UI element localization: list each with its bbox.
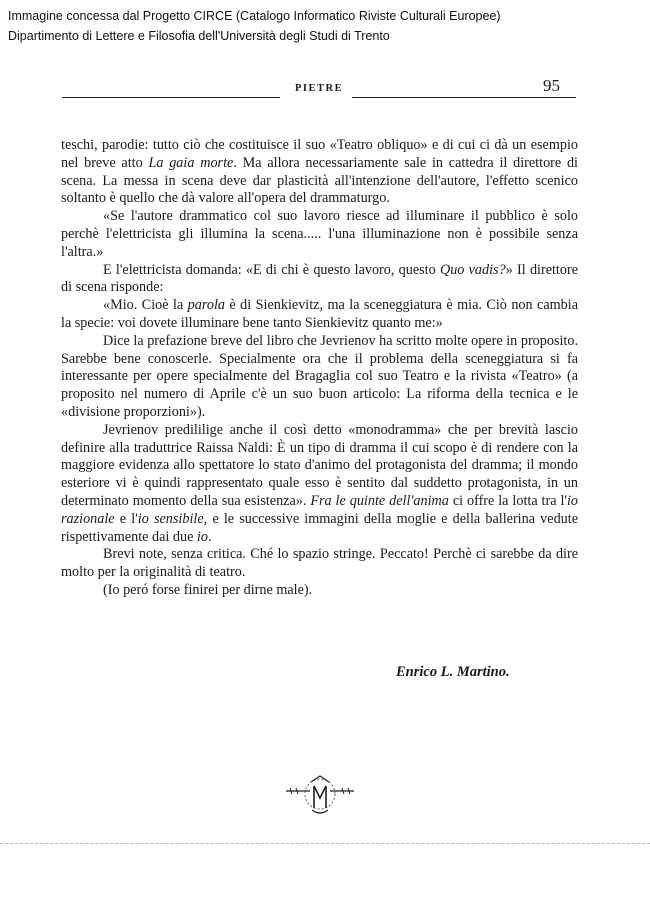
- credit-line-2: Dipartimento di Lettere e Filosofia dell'Università degli Studi di Trento: [8, 29, 390, 43]
- body-paragraph: [61, 333, 578, 422]
- page-number: 95: [543, 76, 560, 95]
- body-paragraph: [61, 422, 578, 547]
- paragraph-text: è di Sienkievitz, ma la sceneggiatura è mia. Ciò non cambia la specie: voi dovete illuminare bene tanto Sienkievitz quanto me:»: [61, 297, 579, 331]
- paragraph-text: Dice la prefazione breve del libro che Jevrienov ha scritto molte opere in proposito. Sarebbe bene conoscerle. Specialmente ora che il problema della sceneggiatura si fa interessante per opere specialmente del Bragaglia col suo Teatro e la rivista «Teatro» (a proposito nel numero di Aprile c'è un suo buon articolo: La riforma della tecnica e le «divisione proporzioni»).: [61, 332, 578, 420]
- paragraph-text: «Mio. Cioè la: [103, 297, 188, 314]
- article-body: [61, 137, 578, 600]
- italic-text: io: [196, 528, 208, 545]
- archive-credit: [8, 6, 501, 46]
- paragraph-text: ci offre la lotta tra l': [448, 492, 567, 509]
- credit-line-1: Immagine concessa dal Progetto CIRCE (Catalogo Informatico Riviste Culturali Europee): [8, 9, 501, 23]
- paragraph-text: «Se l'autore drammatico col suo lavoro riesce ad illuminare il pubblico è solo perchè l'elettricista gli illumina la scena..... l'una illuminazione non è possibile senza l'altra.»: [61, 208, 578, 260]
- body-paragraph: [61, 582, 578, 600]
- italic-text: parola: [187, 297, 225, 314]
- paragraph-text: » Il direttore di scena risponde:: [61, 261, 578, 296]
- paragraph-text: (Io peró forse finirei per dirne male).: [103, 581, 313, 598]
- body-paragraph: [61, 208, 578, 261]
- italic-text: Quo vadis?: [439, 261, 506, 278]
- paragraph-text: Brevi note, senza critica. Ché lo spazio stringe. Peccato! Perchè ci sarebbe da dire molto per la originalità di teatro.: [61, 546, 578, 581]
- scan-edge-line: [0, 843, 650, 844]
- italic-text: io razionale: [61, 492, 579, 527]
- paragraph-text: teschi, parodie: tutto ciò che costituisce il suo «Teatro obliquo» e di cui ci dà un esempio nel breve atto: [61, 137, 578, 171]
- body-paragraph: [61, 262, 578, 298]
- italic-text: Fra le quinte dell'anima: [310, 492, 449, 509]
- body-paragraph: [61, 137, 578, 208]
- author-signature: Enrico L. Martino.: [396, 664, 510, 680]
- printer-emblem-icon: [284, 774, 356, 816]
- paragraph-text: e l': [114, 510, 138, 527]
- body-paragraph: [61, 546, 578, 582]
- body-paragraph: [61, 297, 578, 333]
- header-rule-right: [352, 97, 576, 98]
- paragraph-text: , e le successive immagini della moglie e della ballerina vedute rispettivamente dai due: [61, 510, 579, 545]
- page-header: [62, 78, 576, 102]
- running-title: PIETRE: [295, 83, 344, 94]
- italic-text: La gaia morte: [148, 154, 234, 171]
- paragraph-text: . Ma allora necessariamente sale in cattedra il direttore di scena. La messa in scena deve dar plasticità all'intenzione dell'autore, l'effetto scenico soltanto è quello che dà valore all'opera del drammaturgo.: [61, 154, 578, 207]
- italic-text: io sensibile: [137, 510, 204, 527]
- header-rule-left: [62, 97, 280, 98]
- paragraph-text: E l'elettricista domanda: «E di chi è questo lavoro, questo: [103, 261, 440, 278]
- paragraph-text: .: [207, 528, 212, 545]
- paragraph-text: Jevrienov predililige anche il così detto «monodramma» che per brevità lascio definire alla traduttrice Raissa Naldi: È un tipo di dramma il cui scopo è di rendere con la maggiore evidenza allo spettatore lo stato d'animo del protagonista del dramma; il mondo esteriore vi è quindi rappresentato quale esso è sentito dal suddetto protagonista, in un determinato momento della sua esistenza».: [61, 421, 578, 509]
